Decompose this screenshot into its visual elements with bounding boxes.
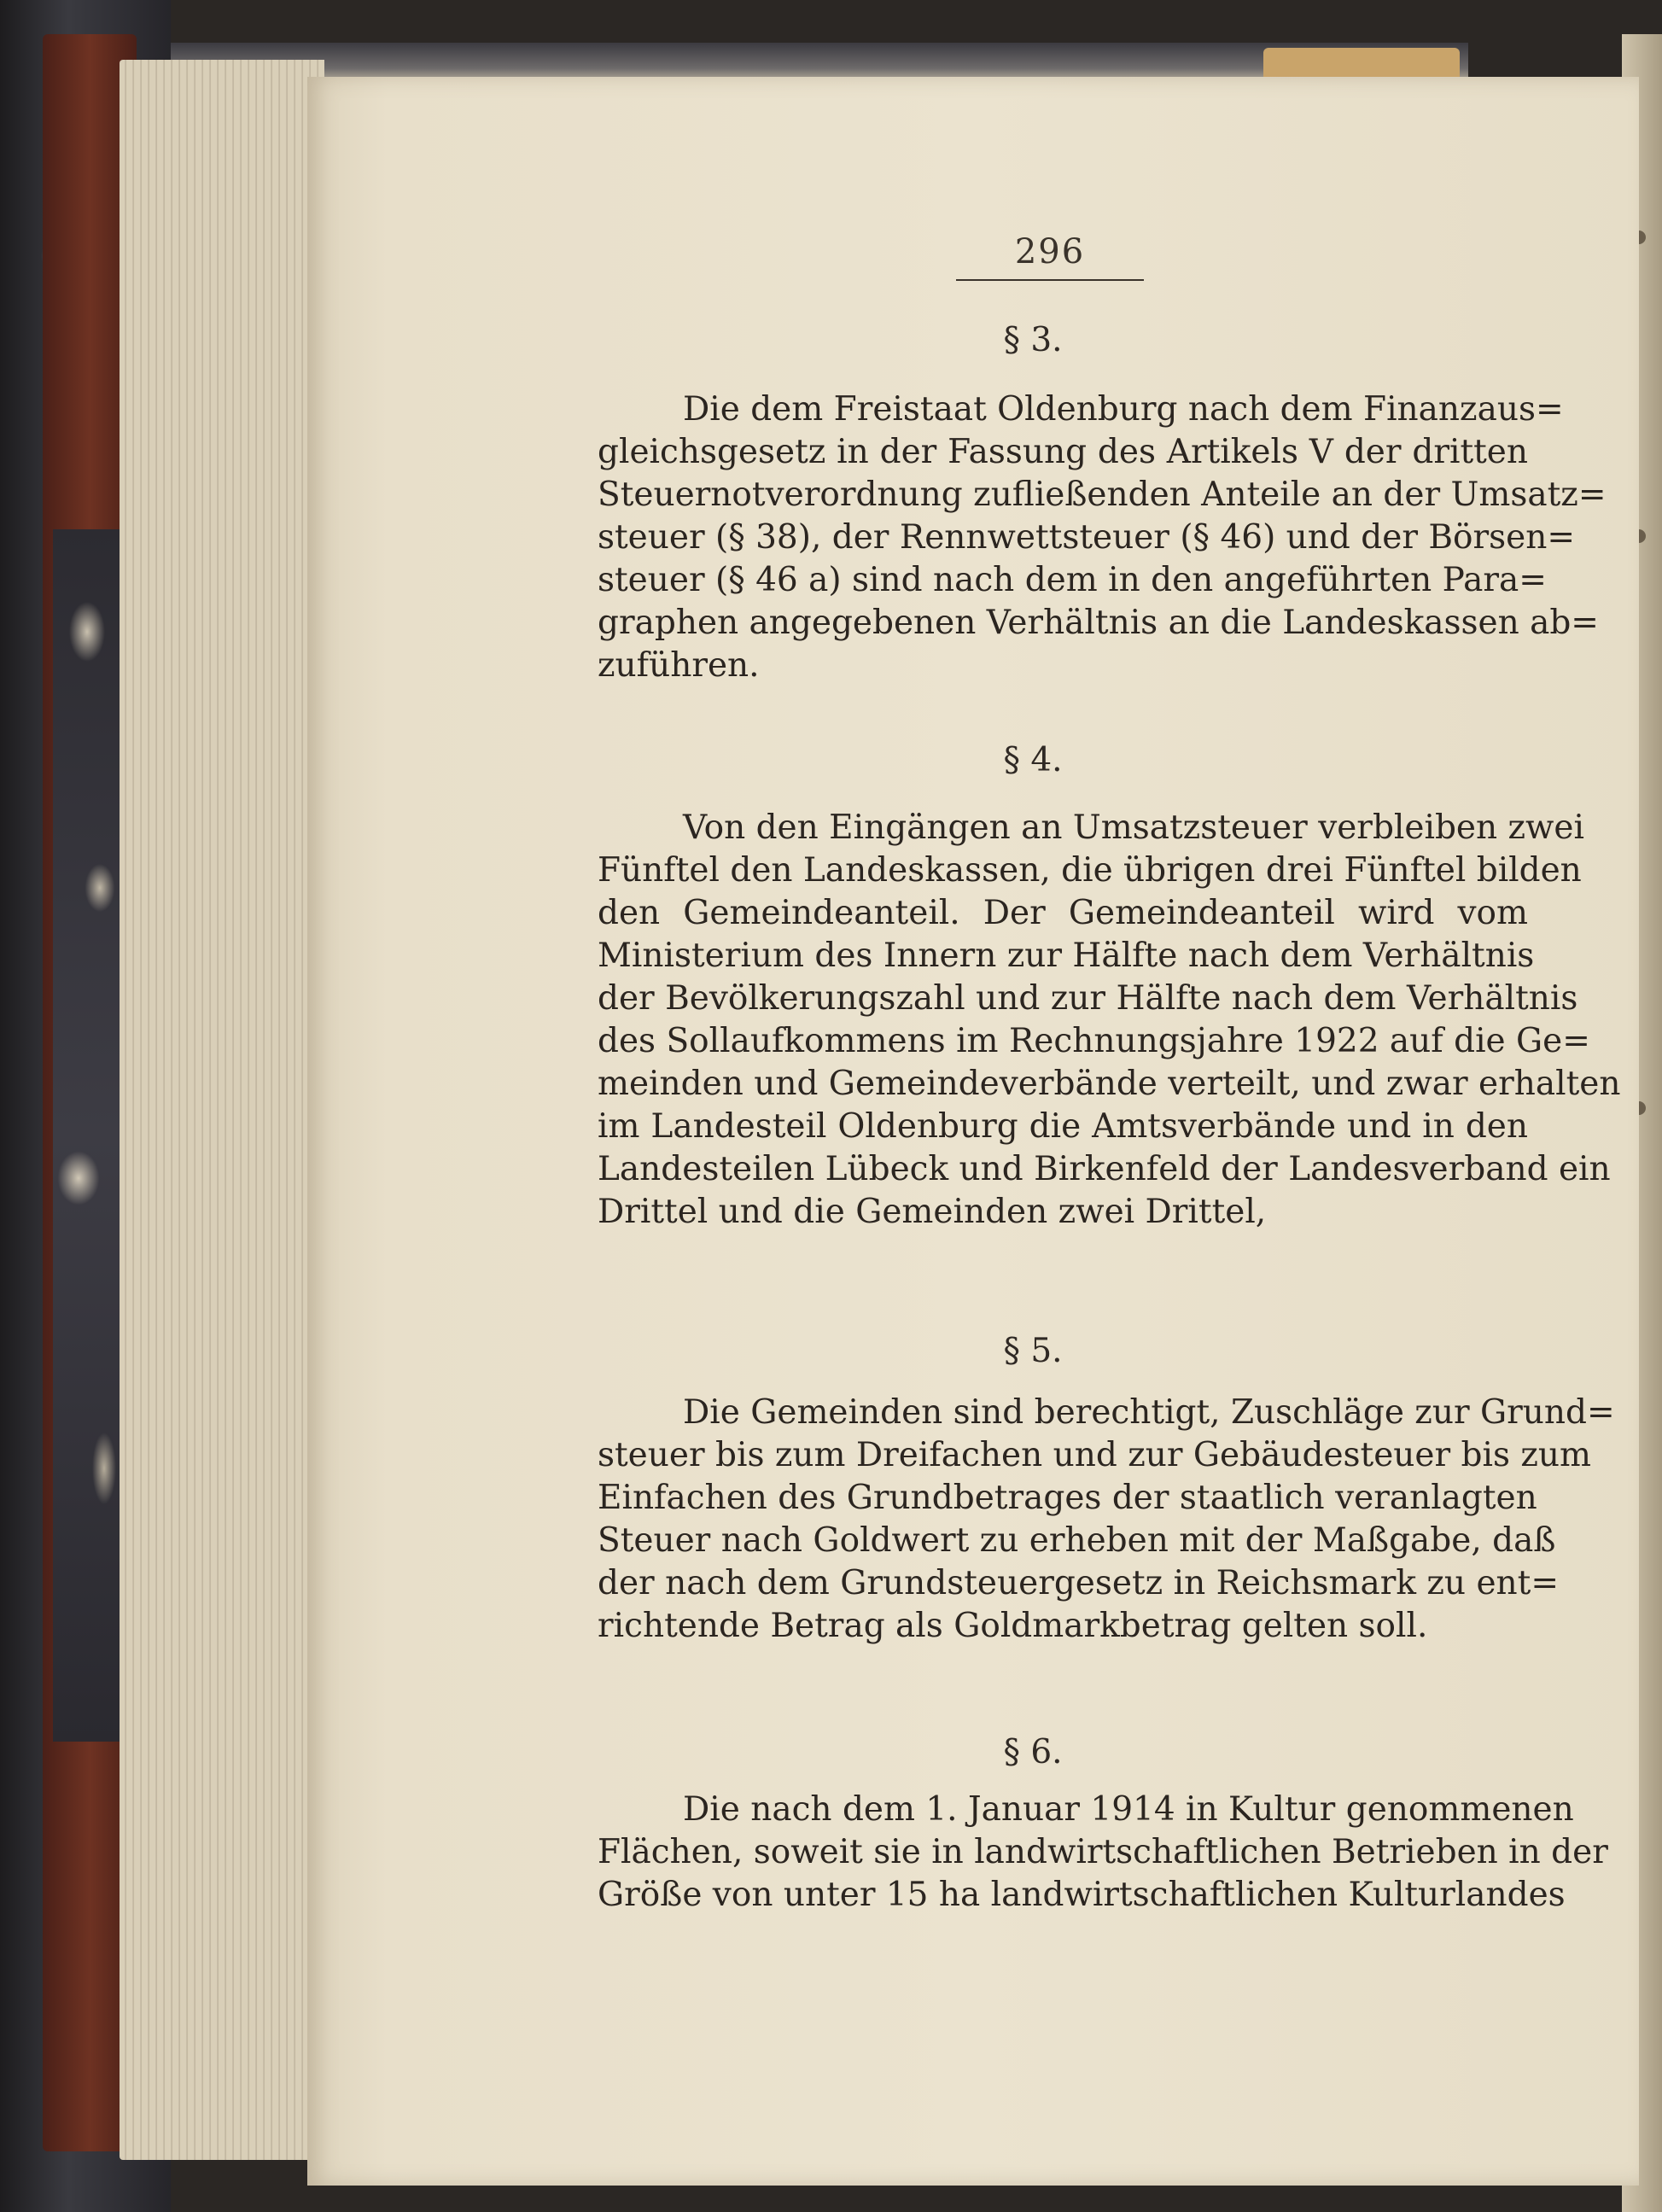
text-line: Drittel und die Gemeinden zwei Drittel, [598,1193,1267,1231]
text-line: graphen angegebenen Verhältnis an die Landeskassen ab= [598,604,1599,642]
text-line: steuer bis zum Dreifachen und zur Gebäudesteuer bis zum [598,1436,1592,1474]
marbled-cover [53,529,130,1742]
text-line: Die dem Freistaat Oldenburg nach dem Finanzaus= [683,390,1564,429]
text-line: des Sollaufkommens im Rechnungsjahre 1922 auf die Ge= [598,1022,1590,1060]
section-6-text [598,1789,1608,1917]
page-number: 296 [1014,232,1086,271]
text-line: Einfachen des Grundbetrages der staatlich veranlagten [598,1479,1537,1517]
text-line: gleichsgesetz in der Fassung des Artikels V der dritten [598,433,1528,471]
text-line: Fünftel den Landeskassen, die übrigen drei Fünftel bilden [598,851,1582,890]
text-line: zuführen. [598,646,760,685]
text-line: der nach dem Grundsteuergesetz in Reichsmark zu ent= [598,1564,1559,1602]
page-stack [120,60,324,2160]
section-heading-5: § 5. [1003,1332,1063,1370]
text-line: steuer (§ 46 a) sind nach dem in den angeführten Para= [598,561,1547,599]
text-line: der Bevölkerungszahl und zur Hälfte nach dem Verhältnis [598,979,1578,1018]
text-line: meinden und Gemeindeverbände verteilt, und zwar erhalten [598,1065,1621,1103]
page-number-rule [956,279,1144,281]
text-line: Steuer nach Goldwert zu erheben mit der Maßgabe, daß [598,1521,1556,1560]
text-line: steuer (§ 38), der Rennwettsteuer (§ 46) und der Börsen= [598,518,1576,557]
text-line: Flächen, soweit sie in landwirtschaftlichen Betrieben in der [598,1833,1608,1871]
section-heading-4: § 4. [1003,741,1063,779]
text-line: Größe von unter 15 ha landwirtschaftlichen Kulturlandes [598,1876,1566,1914]
text-line: Die Gemeinden sind berechtigt, Zuschläge zur Grund= [683,1393,1615,1432]
text-line: im Landesteil Oldenburg die Amtsverbände und in den [598,1107,1528,1146]
text-line: Ministerium des Innern zur Hälfte nach dem Verhältnis [598,937,1535,975]
text-line: Von den Eingängen an Umsatzsteuer verbleiben zwei [683,808,1584,847]
text-line: richtende Betrag als Goldmarkbetrag gelten soll. [598,1607,1428,1645]
text-line: den Gemeindeanteil. Der Gemeindeanteil wird vom [598,894,1528,932]
section-3-text [598,388,1607,687]
text-line: Die nach dem 1. Januar 1914 in Kultur genommenen [683,1790,1574,1829]
section-4-text [598,807,1621,1234]
text-line: Landesteilen Lübeck und Birkenfeld der Landesverband ein [598,1150,1611,1188]
text-line: Steuernotverordnung zufließenden Anteile an der Umsatz= [598,476,1607,514]
section-heading-6: § 6. [1003,1733,1063,1771]
section-5-text [598,1392,1615,1648]
section-heading-3: § 3. [1003,321,1063,359]
